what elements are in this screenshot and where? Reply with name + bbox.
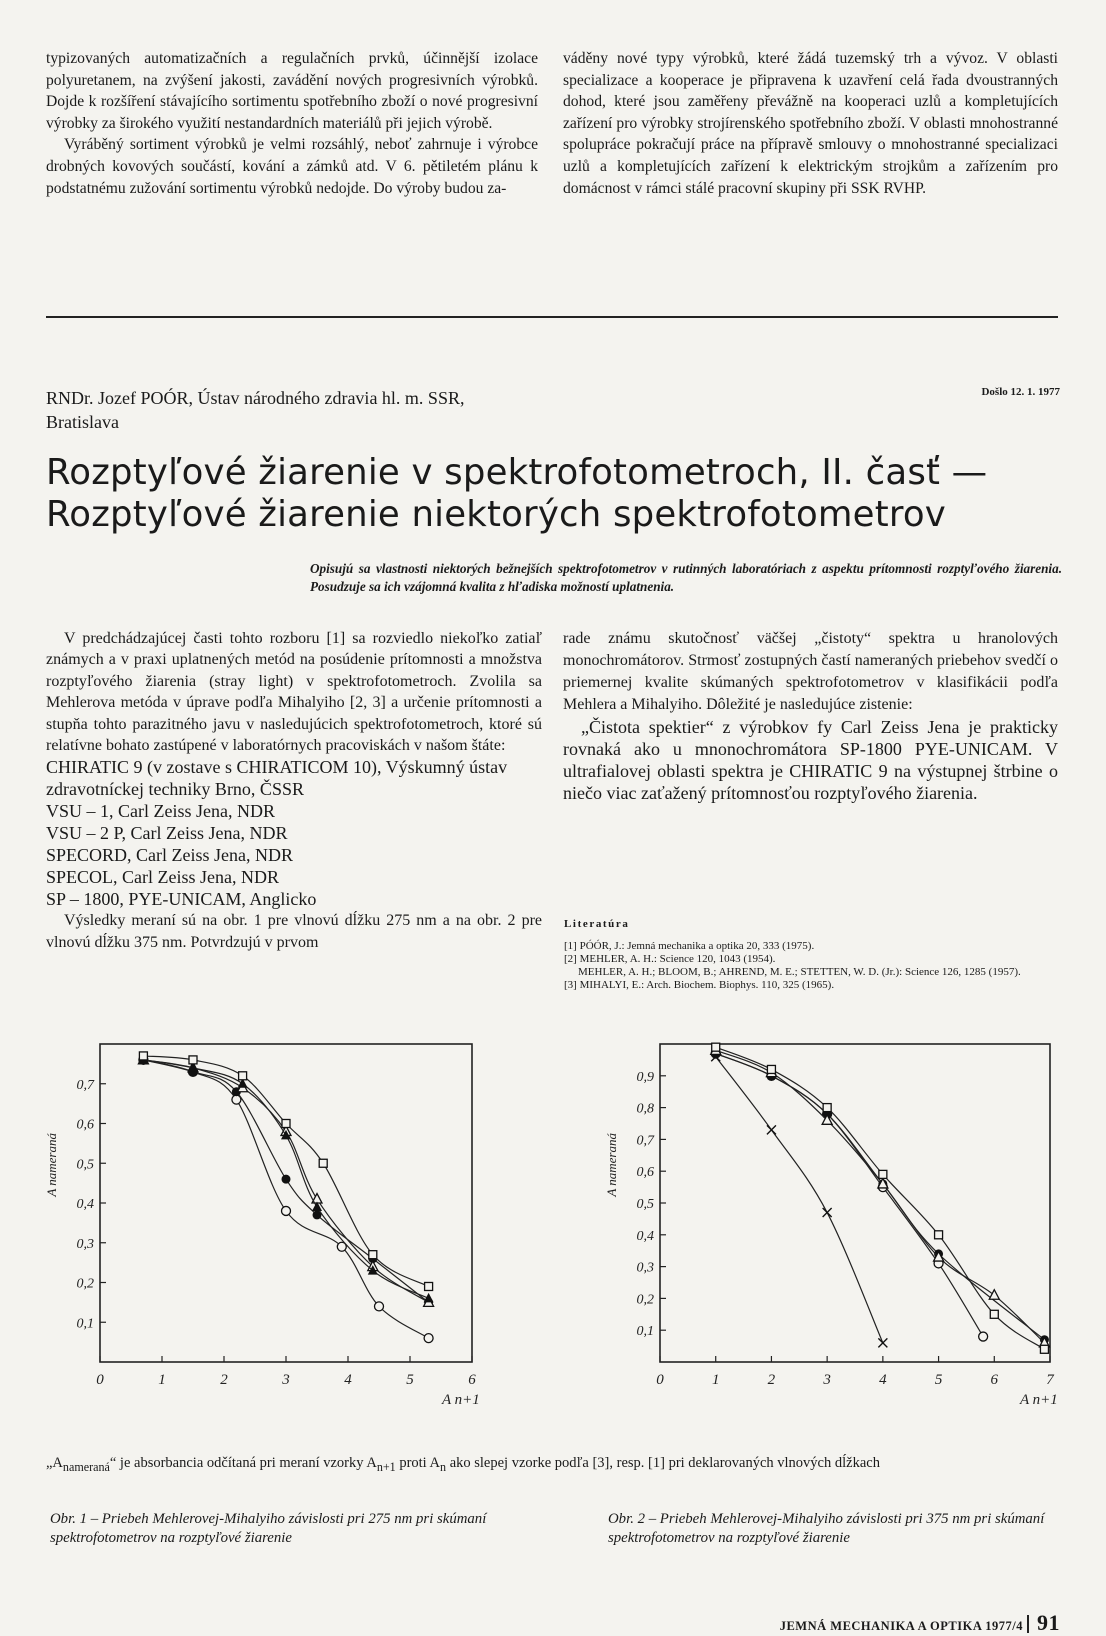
- data-point-open-square: [1040, 1345, 1048, 1353]
- data-point-open-square: [767, 1065, 775, 1073]
- section-divider: [46, 316, 1058, 318]
- y-axis-label: A nameraná: [604, 1132, 619, 1197]
- data-point-open-square: [712, 1043, 720, 1051]
- body-left-column: V predchádzajúcej časti tohto rozboru [1] sa rozviedlo niekoľko zatiaľ známych a v praxi uplatnených metód na posúdenie prítomnosti a množstva rozptyľového žiarenia (stray light) v spektrofotometroch. Zvolila sa Mehlerova metóda v úprave podľa Mihalyiho [2, 3] a určenie prítomnosti a stupňa tohto parazitného javu v nasledujúcich spektrofotometroch, ktoré sú relatívne bohato zastúpené v laboratórnych pracoviskách v našom štáte: CHIRATIC 9 (v zostave s CHIRATICOM 10), Výskumný ústav zdravotníckej techniky Brno, ČSSR VSU – 1, Carl Zeiss Jena, NDR VSU – 2 P, Carl Zeiss Jena, NDR SPECORD, Carl Zeiss Jena, NDR SPECOL, Carl Zeiss Jena, NDR SP – 1800, PYE-UNICAM, Anglicko Výsledky meraní sú na obr. 1 pre vlnovú dĺžku 275 nm a na obr. 2 pre vlnovú dĺžku 375 nm. Potvrdzujú v prvom: [46, 630, 542, 951]
- y-tick-label: 0,9: [636, 1069, 654, 1085]
- x-tick-label: 3: [282, 1372, 290, 1388]
- data-point-open-square: [425, 1282, 433, 1290]
- x-tick-label: 7: [1046, 1372, 1054, 1388]
- x-tick-label: 2: [220, 1372, 228, 1388]
- instrument-item: CHIRATIC 9 (v zostave s CHIRATICOM 10), Výskumný ústav zdravotníckej techniky Brno, ČSSR: [46, 757, 508, 800]
- y-tick-label: 0,5: [636, 1197, 654, 1212]
- data-point-open-circle: [282, 1206, 291, 1215]
- y-tick-label: 0,5: [76, 1157, 94, 1173]
- x-tick-label: 5: [406, 1372, 414, 1388]
- y-tick-label: 0,4: [636, 1228, 654, 1244]
- footer-separator: [1027, 1615, 1029, 1633]
- data-point-open-square: [879, 1170, 887, 1178]
- series-curve: [716, 1054, 983, 1337]
- article-title: Rozptyľové žiarenie v spektrofotometroch, II. časť — Rozptyľové žiarenie niektorých spektrofotometrov: [46, 452, 988, 535]
- y-tick-label: 0,7: [636, 1133, 654, 1149]
- author-affiliation: RNDr. Jozef POÓR, Ústav národného zdravia hl. m. SSR, Bratislava: [46, 388, 465, 432]
- instrument-item: VSU – 2 P, Carl Zeiss Jena, NDR: [46, 823, 288, 844]
- reference-item: MEHLER, A. H.; BLOOM, B.; AHREND, M. E.; STETTEN, W. D. (Jr.): Science 126, 1285 (1957).: [578, 966, 1021, 978]
- y-tick-label: 0,3: [76, 1236, 94, 1252]
- data-point-open-square: [189, 1056, 197, 1064]
- x-tick-label: 2: [767, 1372, 776, 1388]
- reference-item: [3] MIHALYI, E.: Arch. Biochem. Biophys. 110, 325 (1965).: [564, 979, 835, 991]
- data-point-filled-triangle: [424, 1293, 434, 1303]
- literature-heading: Literatúra: [564, 918, 630, 930]
- instrument-item: SPECORD, Carl Zeiss Jena, NDR: [46, 845, 293, 866]
- journal-name: JEMNÁ MECHANIKA A OPTIKA 1977/4: [779, 1619, 1023, 1633]
- data-point-open-square: [990, 1310, 998, 1318]
- x-tick-label: 0: [656, 1372, 664, 1388]
- prev-article-left-column: typizovaných automatizačních a regulačních prvků, účinnější izolace polyuretanem, na zvýšení jakosti, zavádění nových progresivních výrobků. Dojde k rozšíření stávajícího sortimentu spotřebního zboží o nové progresivní výrobky za širokého využití nestandardních materiálů při jejich výrobě. Vyráběný sortiment výrobků je velmi rozsáhlý, neboť zahrnuje i výrobce drobných kovových součástí, kování a zámků atd. V 6. pětiletém plánu k podstatnému zužování sortimentu výrobků nedojde. Do výroby budou za-: [46, 50, 538, 197]
- y-tick-label: 0,4: [76, 1197, 94, 1212]
- x-tick-label: 3: [823, 1372, 831, 1388]
- instrument-item: VSU – 1, Carl Zeiss Jena, NDR: [46, 801, 275, 822]
- x-axis-label: A n+1: [1020, 1392, 1058, 1408]
- y-tick-label: 0,2: [76, 1276, 94, 1292]
- y-tick-label: 0,1: [636, 1324, 654, 1340]
- data-point-open-square: [139, 1052, 147, 1060]
- series-curve: [143, 1056, 428, 1287]
- instrument-item: SP – 1800, PYE-UNICAM, Anglicko: [46, 889, 317, 910]
- y-tick-label: 0,7: [76, 1077, 94, 1093]
- figure-2-chart: [590, 1030, 1070, 1430]
- x-tick-label: 0: [96, 1372, 104, 1388]
- page-number: 91: [1037, 1610, 1060, 1635]
- series-curve: [143, 1060, 428, 1338]
- x-tick-label: 1: [711, 1372, 720, 1388]
- series-curve: [716, 1047, 1045, 1349]
- plot-frame: [100, 1044, 472, 1362]
- data-point-open-square: [239, 1072, 247, 1080]
- page-footer: [780, 1610, 1060, 1636]
- reference-item: [1] PÓÓR, J.: Jemná mechanika a optika 20, 333 (1975).: [564, 940, 815, 952]
- data-point-open-square: [369, 1251, 377, 1259]
- figure-1-caption: Obr. 1 – Priebeh Mehlerovej-Mihalyiho závislosti pri 275 nm pri skúmaní spektrofotometrov na rozptyľové žiarenie: [50, 1511, 487, 1546]
- body-right-column: rade známu skutočnosť väčšej „čistoty“ spektra u hranolových monochromátorov. Strmosť zostupných častí nameraných priebehov svedčí o priemernej kvalite skúmaných spektrofotometrov v klasifikácii podľa Mehlera a Mihalyiho. Dôležité je nasledujúce zistenie: „Čistota spektier“ z výrobkov fy Carl Zeiss Jena je prakticky rovnaká ako u mnonochromátora SP-1800 PYE-UNICAM. V ultrafialovej oblasti spektra je CHIRATIC 9 na výstupnej štrbine o niečo viac zaťažený prítomnosťou rozptyľového žiarenia.: [563, 630, 1058, 803]
- x-tick-label: 6: [468, 1372, 476, 1388]
- data-point-open-square: [823, 1104, 831, 1112]
- data-point-open-square: [282, 1120, 290, 1128]
- x-axis-label: A n+1: [442, 1392, 480, 1408]
- y-tick-label: 0,6: [636, 1165, 654, 1181]
- data-point-open-triangle: [989, 1290, 999, 1300]
- data-point-open-square: [935, 1231, 943, 1239]
- note-subscript: nameraná: [62, 1459, 110, 1474]
- received-date: Došlo 12. 1. 1977: [981, 386, 1060, 398]
- data-point-open-circle: [424, 1334, 433, 1343]
- figure-2-caption: Obr. 2 – Priebeh Mehlerovej-Mihalyiho závislosti pri 375 nm pri skúmaní spektrofotometrov na rozptyľové žiarenie: [608, 1511, 1045, 1546]
- data-point-open-circle: [375, 1302, 384, 1311]
- x-tick-label: 1: [158, 1372, 166, 1388]
- data-point-open-square: [319, 1159, 327, 1167]
- y-tick-label: 0,2: [636, 1292, 654, 1308]
- references-list: [564, 940, 1064, 992]
- series-curve: [716, 1057, 883, 1343]
- y-axis-label: A nameraná: [44, 1132, 59, 1197]
- figure-note: $„A_{nameraná}“$ je absorbancia odčítaná pri meraní vzorky $A_{n+1}$ proti $A_n$ ako slepej vzorke podľa [3], resp. [1] pri deklarovaných vlnových dĺžkach: [46, 1455, 880, 1474]
- y-tick-label: 0,6: [76, 1117, 94, 1133]
- abstract: Opisujú sa vlastnosti niektorých bežnejších spektrofotometrov v rutinných laboratóriach z aspektu prítomnosti rozptyľového žiarenia. Posudzuje sa ich vzájomná kvalita z hľadiska možností uplatnenia.: [310, 561, 1062, 594]
- data-point-filled-circle: [282, 1175, 291, 1184]
- prev-article-right-column: váděny nové typy výrobků, které žádá tuzemský trh a vývoz. V oblasti specializace a kooperace je připravena k uzavření celá řada dvoustranných dohod, které jsou zaměřeny převážně na kooperaci uzlů a kompletujících zařízení pro výrobky strojírenského spotřebního zboží. V oblasti mnohostranné spolupráce pokračují práce na přípravě smlouvy o mnohostranné specializaci uzlů a kompletujících zařízení k elektrickým strojkům a zařízením pro domácnost v rámci stálé pracovní skupiny při SSK RVHP.: [563, 50, 1058, 197]
- x-tick-label: 5: [934, 1372, 943, 1388]
- x-tick-label: 6: [990, 1372, 999, 1388]
- x-tick-label: 4: [344, 1372, 352, 1388]
- y-tick-label: 0,1: [76, 1316, 94, 1332]
- x-tick-label: 4: [879, 1372, 887, 1388]
- y-tick-label: 0,3: [636, 1260, 654, 1276]
- figure-1-chart: [40, 1030, 510, 1430]
- reference-item: [2] MEHLER, A. H.: Science 120, 1043 (1954).: [564, 953, 776, 965]
- data-point-open-circle: [979, 1332, 988, 1341]
- instrument-item: SPECOL, Carl Zeiss Jena, NDR: [46, 867, 279, 888]
- y-tick-label: 0,8: [636, 1101, 654, 1117]
